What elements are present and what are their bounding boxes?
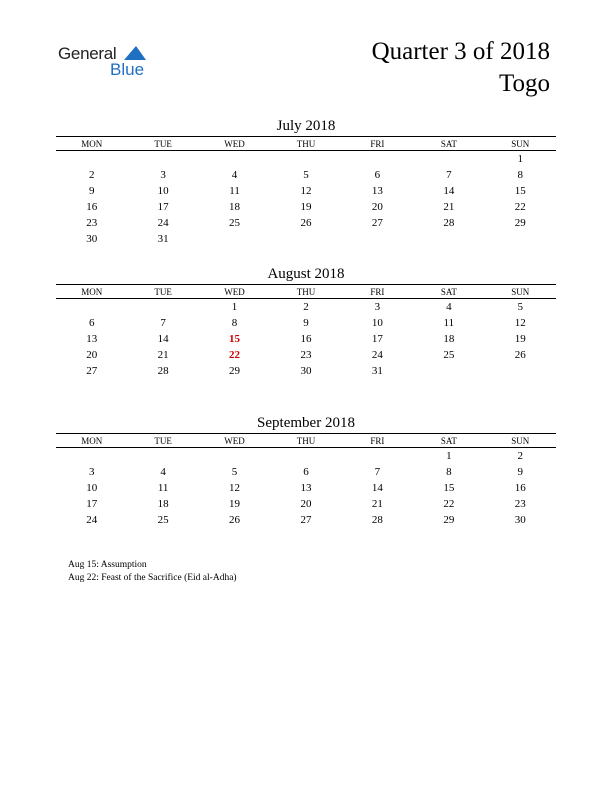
title-quarter: Quarter 3 of 2018: [371, 38, 550, 65]
day-cell: 26: [514, 349, 526, 361]
day-cell: 22: [514, 201, 526, 213]
weekday-header: TUE: [127, 434, 198, 448]
weekday-header: WED: [199, 285, 270, 299]
day-cell: 3: [374, 301, 381, 313]
day-cell: 7: [446, 169, 452, 181]
day-cell: 13: [300, 482, 312, 494]
day-cell: 29: [229, 365, 241, 377]
week-row: [56, 215, 556, 231]
day-cell: 10: [157, 185, 169, 197]
weekday-header: TUE: [127, 137, 198, 151]
day-cell: 30: [514, 514, 526, 526]
week-row: [56, 347, 556, 363]
day-cell: 8: [231, 317, 238, 329]
day-cell: 29: [443, 514, 455, 526]
week-row: [56, 363, 556, 379]
day-cell: 7: [374, 466, 381, 478]
day-cell: 25: [157, 514, 169, 526]
weekday-header: SAT: [413, 434, 484, 448]
day-cell: 3: [160, 169, 166, 181]
day-cell: 31: [371, 365, 383, 377]
weekday-header: SUN: [485, 137, 556, 151]
week-row: [56, 496, 556, 512]
logo: [58, 40, 168, 82]
day-cell: 14: [443, 185, 455, 197]
empty-cell: [270, 448, 341, 465]
weekday-header: THU: [270, 137, 341, 151]
day-cell: 8: [517, 169, 524, 181]
day-cell: 19: [514, 333, 526, 345]
week-row: [56, 448, 556, 465]
week-row: [56, 464, 556, 480]
title-country: Togo: [498, 70, 550, 97]
day-cell: 23: [300, 349, 312, 361]
day-cell: 14: [157, 333, 169, 345]
weekday-header: FRI: [342, 285, 413, 299]
calendar-grid: [56, 284, 556, 379]
day-cell: 9: [88, 185, 95, 197]
day-cell: 11: [229, 185, 240, 197]
month-title: August 2018: [267, 266, 345, 282]
day-cell: 28: [443, 217, 455, 229]
weekday-header: MON: [56, 137, 127, 151]
day-cell: 16: [86, 201, 98, 213]
empty-cell: [342, 448, 413, 465]
holiday-day-cell: 15: [229, 333, 241, 345]
weekday-header: FRI: [342, 137, 413, 151]
empty-cell: [342, 231, 413, 247]
weekday-header: SUN: [485, 434, 556, 448]
day-cell: 12: [300, 185, 312, 197]
logo-blue-text: Blue: [110, 60, 145, 79]
empty-cell: [127, 448, 198, 465]
day-cell: 6: [88, 317, 95, 329]
day-cell: 20: [86, 349, 98, 361]
day-cell: 31: [157, 233, 169, 245]
empty-cell: [413, 151, 484, 168]
empty-cell: [413, 231, 484, 247]
empty-cell: [127, 151, 198, 168]
week-row: [56, 167, 556, 183]
day-cell: 17: [86, 498, 98, 510]
day-cell: 28: [371, 514, 383, 526]
empty-cell: [56, 151, 127, 168]
weekday-header: MON: [56, 285, 127, 299]
day-cell: 12: [229, 482, 241, 494]
day-cell: 17: [157, 201, 169, 213]
empty-cell: [270, 231, 341, 247]
weekday-header: SUN: [485, 285, 556, 299]
day-cell: 4: [446, 301, 452, 313]
day-cell: 25: [443, 349, 455, 361]
day-cell: 18: [229, 201, 241, 213]
day-cell: 23: [86, 217, 98, 229]
page-title: [372, 36, 550, 100]
day-cell: 18: [443, 333, 455, 345]
day-cell: 18: [157, 498, 169, 510]
day-cell: 21: [157, 349, 169, 361]
week-row: [56, 299, 556, 316]
day-cell: 13: [86, 333, 98, 345]
empty-cell: [56, 299, 127, 316]
day-cell: 2: [517, 450, 524, 462]
empty-cell: [413, 363, 484, 379]
month-august: [56, 264, 556, 379]
day-cell: 24: [157, 217, 169, 229]
day-cell: 8: [446, 466, 452, 478]
day-cell: 20: [371, 201, 383, 213]
month-july: [56, 116, 556, 247]
holiday-day-cell: 22: [229, 349, 241, 361]
day-cell: 25: [229, 217, 241, 229]
logo-general-text: General: [58, 44, 117, 63]
week-row: [56, 512, 556, 528]
weekday-header: SAT: [413, 285, 484, 299]
weekday-header: WED: [199, 137, 270, 151]
calendar-grid: [56, 136, 556, 247]
holiday-notes: [68, 559, 237, 585]
week-row: [56, 231, 556, 247]
day-cell: 26: [229, 514, 241, 526]
day-cell: 1: [517, 153, 524, 165]
weekday-header: WED: [199, 434, 270, 448]
logo-triangle-icon: [124, 46, 146, 60]
day-cell: 7: [160, 317, 166, 329]
month-september: [56, 413, 556, 528]
week-row: [56, 199, 556, 215]
day-cell: 17: [371, 333, 383, 345]
day-cell: 10: [86, 482, 98, 494]
note-line: Aug 22: Feast of the Sacrifice (Eid al-Adha): [68, 573, 237, 583]
day-cell: 20: [300, 498, 312, 510]
day-cell: 21: [443, 201, 455, 213]
week-row: [56, 480, 556, 496]
day-cell: 1: [446, 450, 452, 462]
day-cell: 16: [514, 482, 526, 494]
day-cell: 26: [300, 217, 312, 229]
day-cell: 4: [160, 466, 166, 478]
note-line: Aug 15: Assumption: [68, 560, 147, 570]
day-cell: 19: [229, 498, 241, 510]
weekday-header: THU: [270, 434, 341, 448]
empty-cell: [485, 363, 556, 379]
day-cell: 5: [517, 301, 524, 313]
day-cell: 13: [371, 185, 383, 197]
week-row: [56, 151, 556, 168]
day-cell: 15: [514, 185, 526, 197]
day-cell: 24: [86, 514, 98, 526]
day-cell: 11: [443, 317, 455, 329]
day-cell: 9: [303, 317, 309, 329]
weekday-header: SAT: [413, 137, 484, 151]
weekday-header: MON: [56, 434, 127, 448]
day-cell: 19: [300, 201, 312, 213]
week-row: [56, 183, 556, 199]
empty-cell: [342, 151, 413, 168]
day-cell: 2: [303, 301, 309, 313]
day-cell: 30: [300, 365, 312, 377]
day-cell: 6: [303, 466, 309, 478]
weekday-header: FRI: [342, 434, 413, 448]
day-cell: 6: [374, 169, 381, 181]
day-cell: 30: [86, 233, 98, 245]
day-cell: 27: [300, 514, 312, 526]
empty-cell: [56, 448, 127, 465]
empty-cell: [485, 231, 556, 247]
empty-cell: [199, 448, 270, 465]
day-cell: 14: [371, 482, 383, 494]
day-cell: 21: [371, 498, 383, 510]
day-cell: 4: [231, 169, 238, 181]
day-cell: 5: [303, 169, 309, 181]
empty-cell: [270, 151, 341, 168]
day-cell: 22: [443, 498, 455, 510]
month-title: July 2018: [276, 118, 336, 134]
day-cell: 16: [300, 333, 312, 345]
day-cell: 1: [231, 301, 238, 313]
day-cell: 12: [514, 317, 526, 329]
weekday-header: TUE: [127, 285, 198, 299]
day-cell: 3: [88, 466, 95, 478]
month-title: September 2018: [257, 415, 355, 431]
day-cell: 15: [443, 482, 455, 494]
calendar-grid: [56, 433, 556, 528]
day-cell: 5: [231, 466, 238, 478]
day-cell: 29: [514, 217, 526, 229]
empty-cell: [127, 299, 198, 316]
week-row: [56, 331, 556, 347]
empty-cell: [199, 151, 270, 168]
day-cell: 28: [157, 365, 169, 377]
empty-cell: [199, 231, 270, 247]
day-cell: 24: [371, 349, 383, 361]
day-cell: 10: [371, 317, 383, 329]
day-cell: 23: [514, 498, 526, 510]
weekday-header: THU: [270, 285, 341, 299]
day-cell: 27: [371, 217, 383, 229]
day-cell: 27: [86, 365, 98, 377]
day-cell: 9: [517, 466, 524, 478]
day-cell: 2: [88, 169, 95, 181]
week-row: [56, 315, 556, 331]
day-cell: 11: [157, 482, 169, 494]
